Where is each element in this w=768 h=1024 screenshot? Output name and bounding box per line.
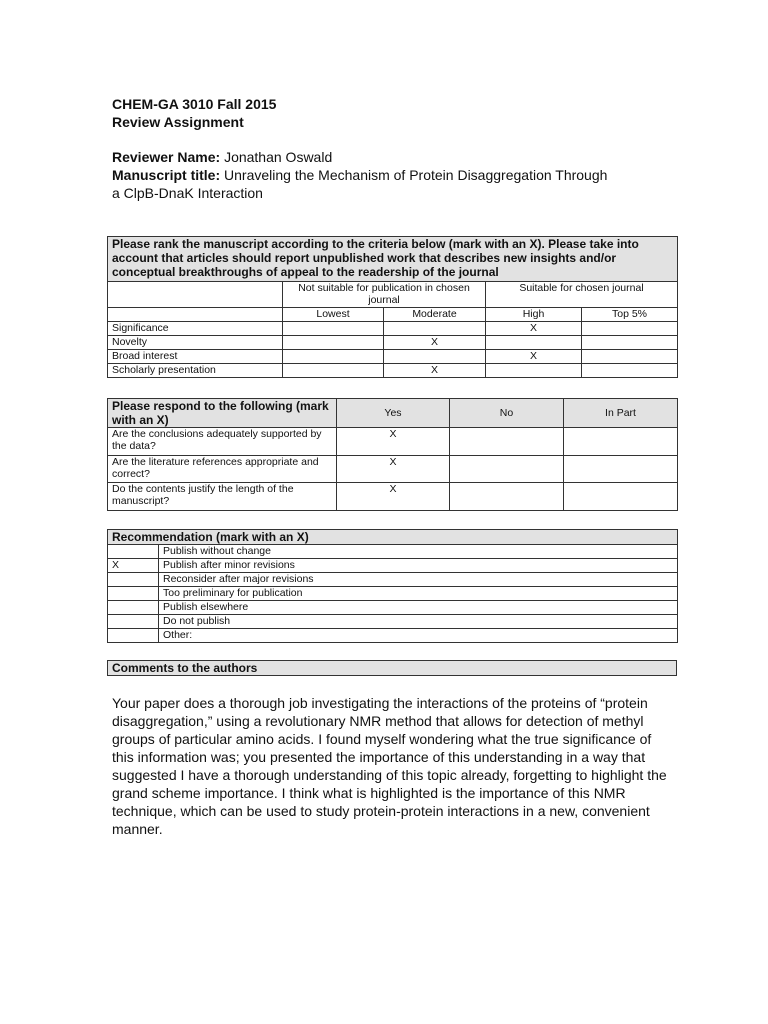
criterion-novelty: Novelty	[108, 336, 283, 350]
table-row	[108, 350, 678, 364]
manuscript-line	[112, 166, 672, 202]
rank-table	[107, 236, 678, 378]
table-row	[108, 629, 678, 643]
table-row	[108, 601, 678, 615]
criterion-broad-interest: Broad interest	[108, 350, 283, 364]
option-other: Other:	[159, 629, 678, 643]
mark-cell	[108, 573, 159, 587]
question-references: Are the literature references appropriate and correct?	[108, 456, 337, 483]
mark-cell	[283, 350, 384, 364]
mark-cell	[108, 629, 159, 643]
table-row	[108, 336, 678, 350]
mark-cell	[450, 483, 564, 511]
option-publish-elsewhere: Publish elsewhere	[159, 601, 678, 615]
mark-cell	[564, 456, 678, 483]
mark-cell	[108, 587, 159, 601]
mark-cell: X	[486, 350, 582, 364]
mark-cell: X	[384, 336, 486, 350]
recommendation-table	[107, 529, 678, 643]
recommendation-heading: Recommendation (mark with an X)	[108, 530, 678, 545]
mark-cell	[384, 322, 486, 336]
table-row	[108, 483, 678, 511]
mark-cell	[108, 545, 159, 559]
criterion-scholarly-presentation: Scholarly presentation	[108, 364, 283, 378]
mark-cell	[582, 322, 678, 336]
col-in-part: In Part	[564, 399, 678, 428]
mark-cell	[283, 322, 384, 336]
table-row	[108, 587, 678, 601]
mark-cell	[582, 364, 678, 378]
respond-table	[107, 398, 678, 511]
col-no: No	[450, 399, 564, 428]
criterion-significance: Significance	[108, 322, 283, 336]
mark-cell: X	[337, 456, 450, 483]
mark-cell	[582, 336, 678, 350]
manuscript-title-line2: a ClpB-DnaK Interaction	[112, 185, 263, 201]
table-row	[108, 615, 678, 629]
option-publish-without-change: Publish without change	[159, 545, 678, 559]
table-row	[108, 364, 678, 378]
table-row	[108, 456, 678, 483]
option-major-revisions: Reconsider after major revisions	[159, 573, 678, 587]
mark-cell	[450, 428, 564, 456]
assignment-title: Review Assignment	[112, 114, 244, 130]
reviewer-name: Jonathan Oswald	[224, 149, 333, 165]
col-moderate: Moderate	[384, 308, 486, 322]
table-row	[108, 559, 678, 573]
mark-cell: X	[486, 322, 582, 336]
respond-table-heading: Please respond to the following (mark with an X)	[108, 399, 337, 428]
course-title: CHEM-GA 3010 Fall 2015	[112, 96, 277, 112]
mark-cell	[384, 350, 486, 364]
option-do-not-publish: Do not publish	[159, 615, 678, 629]
rank-table-heading: Please rank the manuscript according to the criteria below (mark with an X). Please take into account that articles should report unpublished work that describes new insights and/or conceptual breakthroughs of appeal to the readership of the journal	[108, 237, 678, 282]
mark-cell	[450, 456, 564, 483]
option-minor-revisions: Publish after minor revisions	[159, 559, 678, 573]
question-conclusions: Are the conclusions adequately supported by the data?	[108, 428, 337, 456]
not-suitable-group: Not suitable for publication in chosen journal	[283, 282, 486, 308]
option-too-preliminary: Too preliminary for publication	[159, 587, 678, 601]
mark-cell	[283, 364, 384, 378]
comments-table	[107, 660, 677, 676]
comments-text: Your paper does a thorough job investigating the interactions of the proteins of “protein disaggregation,” using a revolutionary NMR method that allows for detection of methyl groups of particular amino acids. I found myself wondering what the true significance of this information was; you presented the importance of this understanding in a way that suggested I have a thorough understanding of this topic already, forgetting to highlight the grand scheme importance. I think what is highlighted is the importance of this NMR technique, which can be used to study protein-protein interactions in a new, convenient manner.	[112, 695, 667, 837]
mark-cell	[486, 336, 582, 350]
col-top5: Top 5%	[582, 308, 678, 322]
manuscript-label: Manuscript title:	[112, 167, 221, 183]
table-row	[108, 428, 678, 456]
table-row	[108, 573, 678, 587]
comments-heading: Comments to the authors	[108, 661, 677, 676]
mark-cell	[108, 601, 159, 615]
manuscript-title: Unraveling the Mechanism of Protein Disaggregation Through	[224, 167, 608, 183]
suitable-group: Suitable for chosen journal	[486, 282, 678, 308]
mark-cell: X	[384, 364, 486, 378]
mark-cell	[108, 615, 159, 629]
col-high: High	[486, 308, 582, 322]
mark-cell: X	[337, 483, 450, 511]
table-row	[108, 322, 678, 336]
rank-empty-cell	[108, 308, 283, 322]
mark-cell	[564, 428, 678, 456]
reviewer-line	[112, 148, 672, 166]
reviewer-label: Reviewer Name:	[112, 149, 221, 165]
mark-cell	[283, 336, 384, 350]
table-row	[108, 545, 678, 559]
mark-cell	[582, 350, 678, 364]
mark-cell: X	[108, 559, 159, 573]
question-length: Do the contents justify the length of the manuscript?	[108, 483, 337, 511]
mark-cell	[486, 364, 582, 378]
mark-cell: X	[337, 428, 450, 456]
col-yes: Yes	[337, 399, 450, 428]
col-lowest: Lowest	[283, 308, 384, 322]
rank-empty-cell	[108, 282, 283, 308]
mark-cell	[564, 483, 678, 511]
